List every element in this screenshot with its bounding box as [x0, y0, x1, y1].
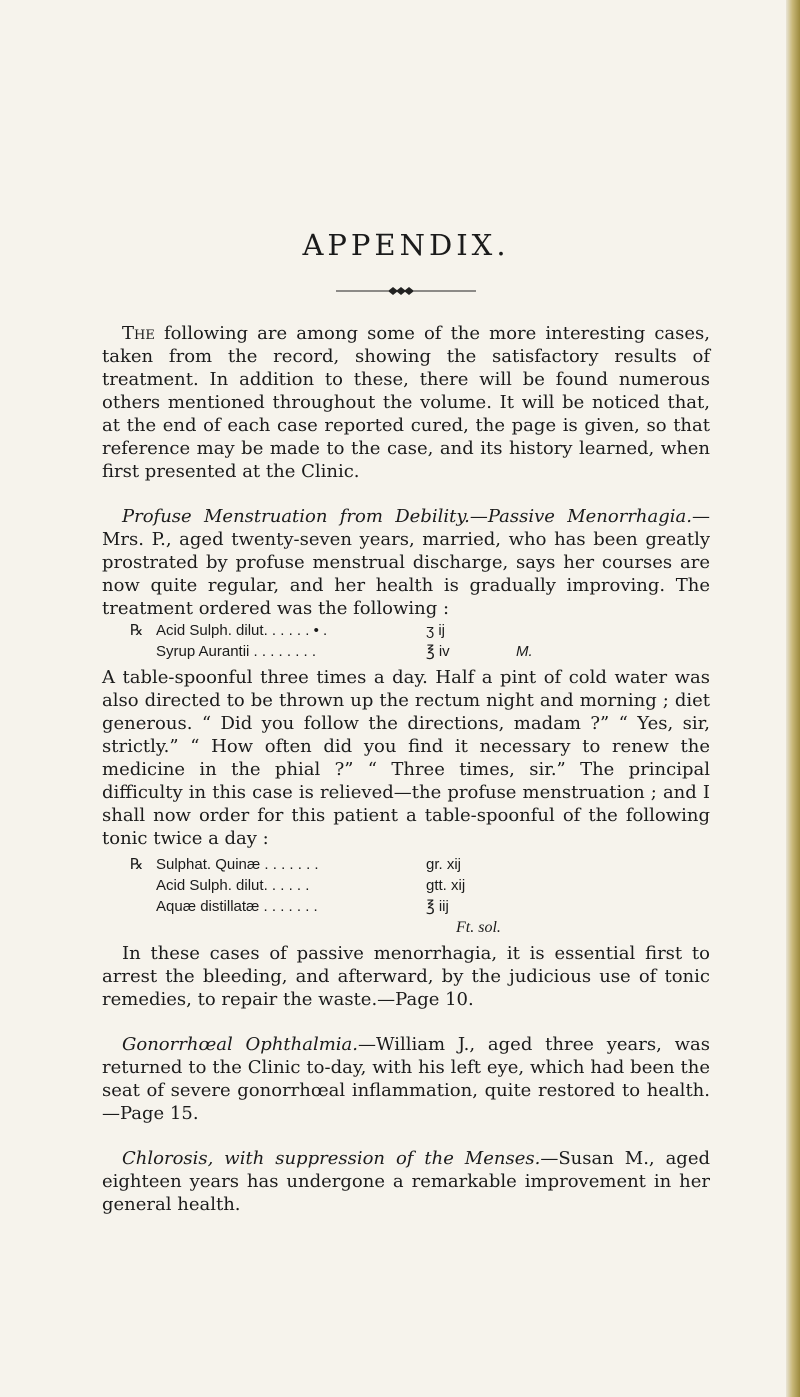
ornament-divider-icon — [336, 286, 476, 296]
case-1-paragraph — [102, 505, 710, 620]
ingredient-dose: ℥ iv — [426, 643, 450, 660]
ingredient-dose: ʒ ij — [426, 622, 446, 639]
case-3-paragraph — [102, 1147, 710, 1216]
prescription-footer: Ft. sol. — [456, 919, 501, 936]
ingredient-name: Syrup Aurantii . . . . . . . . — [156, 643, 317, 660]
case-2-text: —William J., aged three years, was returned to the Clinic to-day, with his left eye, which had been the seat of severe gonorrhœal inflammation, quite restored to health.—Page 15. — [102, 1034, 710, 1124]
case-3-text: —Susan M., aged eighteen years has undergone a remarkable improvement in her general health. — [102, 1148, 711, 1215]
prescription-2-line — [130, 875, 710, 896]
case-3-heading: Chlorosis, with suppression of the Menses. — [122, 1148, 541, 1169]
recipe-icon: ℞ — [130, 622, 144, 639]
intro-paragraph — [102, 322, 710, 483]
case-1-conclusion: In these cases of passive menorrhagia, it is essential first to arrest the bleeding, and afterward, by the judicious use of tonic remedies, to repair the waste.—Page 10. — [102, 943, 710, 1010]
page-content — [102, 228, 710, 1238]
recipe-icon: ℞ — [130, 856, 144, 873]
page-edge — [786, 0, 800, 1397]
prescription-2-line — [130, 896, 710, 917]
prescription-1-line — [130, 641, 710, 662]
intro-text: following are among some of the more interesting cases, taken from the record, showing the satisfactory results of treatment. In addition to these, there will be found numerous others mentioned throughout the volume. It will be noticed that, at the end of each case reported cured, the page is given, so that reference may be made to the case, and its history learned, when first presented at the Clinic. — [102, 323, 710, 482]
prescription-2-line — [130, 854, 710, 875]
ingredient-name: Acid Sulph. dilut. . . . . . • . — [156, 622, 328, 639]
prescription-1 — [130, 620, 710, 662]
ingredient-dose: gtt. xij — [426, 877, 466, 894]
case-1-heading: Profuse Menstruation from Debility.—Passive Menorrhagia. — [122, 506, 692, 527]
case-1-text: —Mrs. P., aged twenty-seven years, married, who has been greatly prostrated by profuse menstrual discharge, says her courses are now quite regular, and her health is gradually improving. The treatment ordered was the following : — [102, 506, 710, 619]
ingredient-dose: ℥ iij — [426, 898, 449, 915]
prescription-1-line — [130, 620, 710, 641]
case-2-paragraph — [102, 1033, 710, 1125]
ingredient-name: Sulphat. Quinæ . . . . . . . — [156, 856, 319, 873]
case-2-heading: Gonorrhœal Ophthalmia. — [122, 1034, 359, 1055]
ingredient-name: Aquæ distillatæ . . . . . . . — [156, 898, 318, 915]
prescription-2 — [130, 854, 710, 938]
case-1-continuation: A table-spoonful three times a day. Half a pint of cold water was also directed to be thrown up the rectum night and morning ; diet generous. “ Did you follow the directions, madam ?” “ Yes, sir, strictly.” “ How often did you find it necessary to renew the medicine in the phial ?” “ Three times, sir.” The principal difficulty in this case is relieved—the profuse menstruation ; and I shall now order for this patient a table-spoonful of the following tonic twice a day : — [102, 667, 710, 849]
ingredient-name: Acid Sulph. dilut. . . . . . — [156, 877, 310, 894]
misce-label: M. — [516, 643, 533, 660]
ingredient-dose: gr. xij — [426, 856, 462, 873]
intro-first-word: The — [122, 323, 155, 344]
page-title: APPENDIX. — [302, 228, 510, 262]
